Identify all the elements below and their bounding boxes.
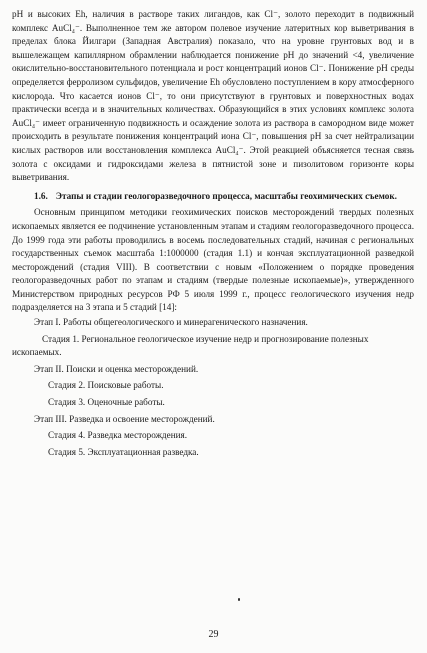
stage-1-heading: Этап I. Работы общегеологического и минерагенического назначения. bbox=[34, 317, 308, 328]
stage-2-item-1: Стадия 2. Поисковые работы. bbox=[48, 380, 164, 391]
stage-3-item-2: Стадия 5. Эксплуатационная разведка. bbox=[48, 446, 199, 457]
scan-speck bbox=[238, 598, 240, 601]
section-number: 1.6. bbox=[34, 190, 48, 201]
section-title: Этапы и стадии геологоразведочного процесса, масштабы геохимических съемок. bbox=[55, 190, 397, 201]
stage-3-heading: Этап III. Разведка и освоение месторождений. bbox=[34, 413, 215, 424]
page-number: 29 bbox=[208, 629, 219, 640]
section-heading bbox=[12, 190, 414, 204]
paragraph-exploration-stages: Основным принципом методики геохимических поисков месторождений твердых полезных ископаемых является ее подчинение установленным этапам и стадиям геологоразведочного процесса. До 1999 года эти работы проводились в восемь последовательных стадий, начиная с региональных государственных съемок масштаба 1:1000000 (стадия 1.1) и кончая эксплуатационной разведкой месторождений (стадия VIII). В соответствии с новым «Положением о порядке проведения геологоразведочных работ по этапам и стадиям (твердые полезные ископаемые)», утвержденного Министерством природных ресурсов РФ 5 июля 1999 г., процесс геологического изучения недр подразделяется на 3 этапа и 5 стадий [14]: bbox=[12, 207, 414, 313]
stages-list bbox=[12, 316, 414, 459]
stage-1-item-1 bbox=[12, 333, 414, 360]
stage-3-item-1: Стадия 4. Разведка месторождения. bbox=[48, 430, 188, 441]
stage-1-item-1-text: Стадия 1. Региональное геологическое изучение недр и прогнозирование полезных ископаемых. bbox=[12, 333, 369, 358]
paragraph-gold-mobility: pH и высоких Eh, наличия в растворе таких лигандов, как Cl⁻, золото переходит в подвижный комплекс AuCl₄⁻. Выполненное тем же автором полевое изучение латеритных кор выветривания в пределах блока Йилгари (Западная Австралия) показало, что на уровне грунтовых вод и в вышележащем капиллярном обрамлении наблюдается понижение pH до значений <4, увеличение окислительно-восстановительного потенциала и рост концентраций ионов Cl⁻. Понижение pH среды определяется ферролизом сульфидов, увеличение Eh обусловлено поступлением в кору атмосферного кислорода. Что касается ионов Cl⁻, то они присутствуют в грунтовых и поверхностных водах практически всегда и в значительных количествах. Образующийся в этих условиях комплекс золота AuCl₄⁻ имеет ограниченную подвижность и осаждение золота из раствора в самородном виде может происходить в результате понижения концентраций иона Cl⁻, повышения pH за счет нейтрализации кислых растворов или восстановления комплекса AuCl₄⁻. Этой реакцией объясняется тесная связь золота с оксидами и гидроксидами железа в пятнистой зоне и пизолитовом горизонте коры выветривания. bbox=[12, 9, 414, 183]
stage-2-heading: Этап II. Поиски и оценка месторождений. bbox=[34, 363, 199, 374]
stage-2-item-2: Стадия 3. Оценочные работы. bbox=[48, 397, 165, 408]
page-content bbox=[12, 8, 414, 462]
